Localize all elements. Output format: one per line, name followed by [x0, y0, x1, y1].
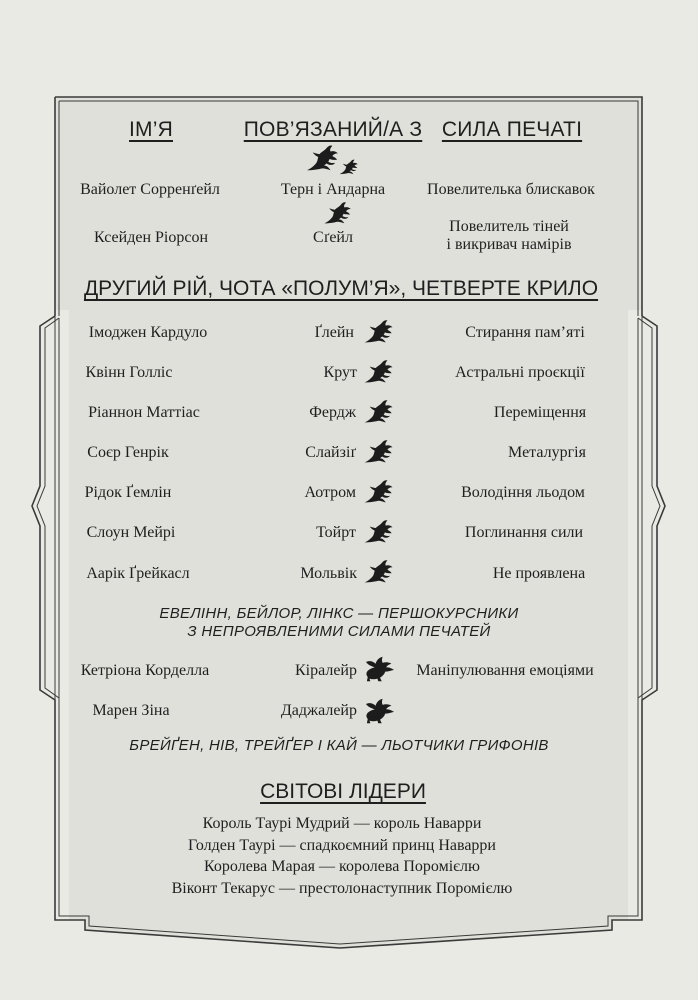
row-power: Переміщення [493, 404, 587, 421]
leader-line: Король Таурі Мудрий — король Наварри [202, 815, 482, 832]
row-name: Імоджен Кардуло [88, 324, 208, 341]
leader-line: Голден Таурі — спадкоємний принц Наварри [188, 836, 496, 854]
row-power: Стирання пам’яті [465, 324, 585, 341]
row-name: Кетріона Корделла [80, 662, 210, 679]
row-name: Рідок Ґемлін [84, 484, 172, 501]
row-name: Ріаннон Маттіас [88, 404, 200, 421]
row-power: Астральні проєкції [455, 364, 585, 381]
row-bond: Ґлейн [314, 324, 354, 341]
row-bond: Фердж [309, 404, 356, 421]
row-name: Марен Зіна [92, 702, 170, 719]
row-name: Слоун Мейрі [86, 524, 176, 541]
row-bond: Кіралейр [294, 662, 357, 679]
row-bond: Мольвік [300, 565, 357, 582]
leaders-list [172, 813, 513, 899]
leaders-title: СВІТОВІ ЛІДЕРИ [260, 780, 426, 803]
row-bond: Аотром [304, 484, 356, 501]
row-bond: Тойрт [316, 524, 356, 541]
note-line: З НЕПРОЯВЛЕНИМИ СИЛАМИ ПЕЧАТЕЙ [187, 623, 491, 640]
row-power: Володіння льодом [461, 484, 585, 501]
header-signet: СИЛА ПЕЧАТІ [441, 118, 583, 141]
header-name: ІМ’Я [129, 118, 173, 141]
row-name: Соєр Генрік [87, 444, 169, 461]
row-power: Не проявлена [492, 565, 586, 582]
row-bond: Слайзіґ [305, 444, 356, 461]
row-name: Аарік Ґрейкасл [86, 565, 190, 582]
header-bonded: ПОВ’ЯЗАНИЙ/А З [243, 118, 423, 141]
row-power: Повелителька блискавок [427, 181, 595, 198]
row-power: Поглинання сили [464, 524, 584, 541]
row-power: Металургія [508, 444, 586, 461]
row-power-line: Повелитель тіней [449, 218, 569, 235]
row-power [447, 218, 572, 254]
leader-line: Віконт Текарус — престолонаступник Поромієлю [171, 879, 513, 897]
squad-title: ДРУГИЙ РІЙ, ЧОТА «ПОЛУМ’Я», ЧЕТВЕРТЕ КРИЛО [83, 277, 599, 300]
note-line: ЕВЕЛІНН, БЕЙЛОР, ЛІНКС — ПЕРШОКУРСНИКИ [159, 605, 519, 622]
row-name: Квінн Голліс [85, 364, 173, 381]
griffon-note: БРЕЙҐЕН, НІВ, ТРЕЙҐЕР І КАЙ — ЛЬОТЧИКИ ГРИФОНІВ [129, 737, 549, 754]
row-bond: Крут [323, 364, 357, 381]
row-power-line: і викривач намірів [446, 236, 572, 253]
row-name: Вайолет Сорренґейл [80, 181, 220, 198]
row-name: Ксейден Ріорсон [93, 229, 209, 246]
row-bond: Терн і Андарна [280, 181, 386, 198]
first-year-note [159, 605, 518, 641]
row-bond: Сґейл [313, 229, 353, 246]
leader-line: Королева Марая — королева Поромієлю [204, 858, 480, 875]
row-bond: Даджалейр [280, 702, 357, 719]
row-power: Маніпулювання емоціями [416, 662, 594, 679]
